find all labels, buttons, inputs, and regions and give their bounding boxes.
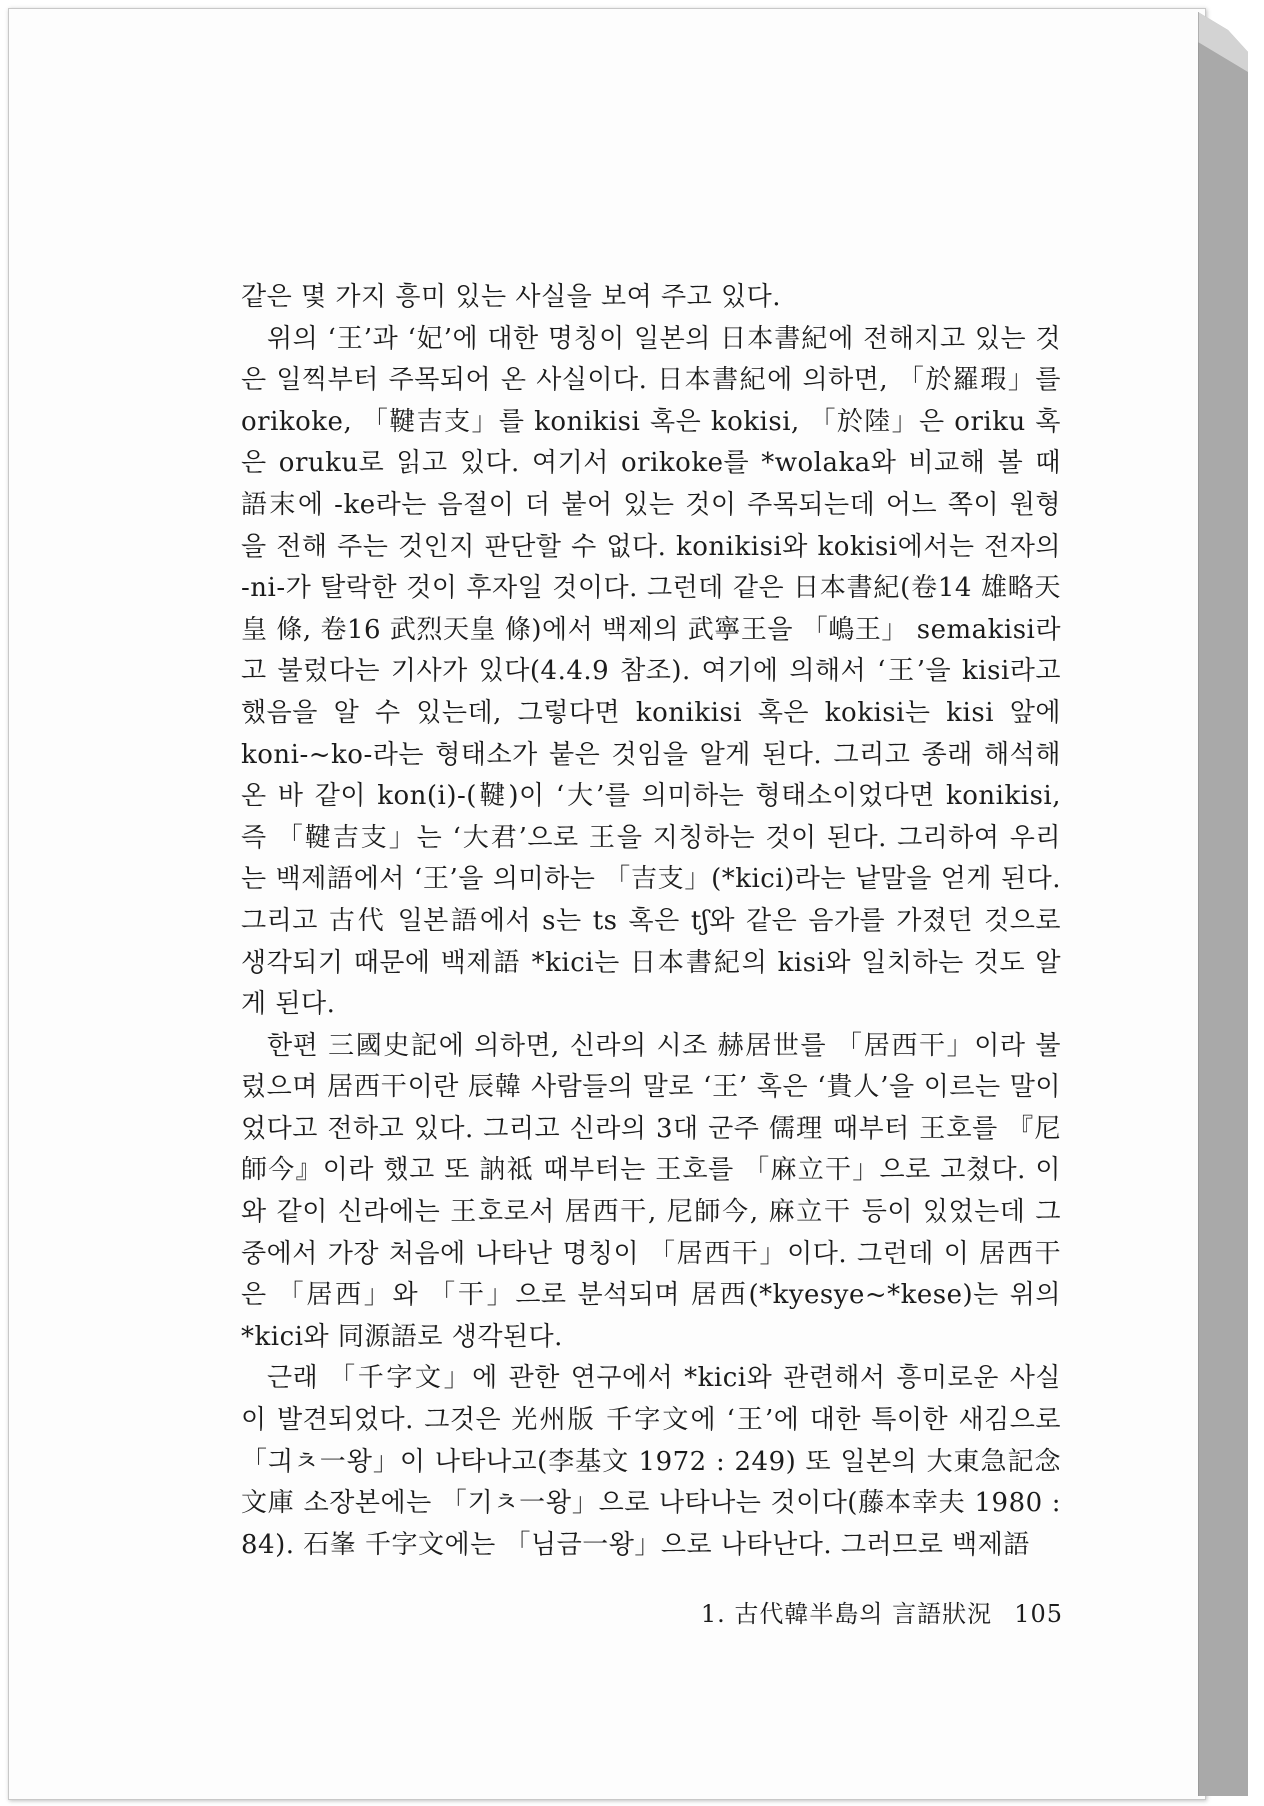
paragraph-1: 같은 몇 가지 흥미 있는 사실을 보여 주고 있다. (241, 282, 781, 312)
paragraph-4: 근래 「千字文」에 관한 연구에서 *kici와 관련해서 흥미로운 사실이 발견되었다. 그것은 光州版 千字文에 ‘王’에 대한 특이한 새김으로 「긔ㅊ一왕」이 나타나고(李基文 1972 : 249) 또 일본의 大東急記念文庫 소장본에는 「기ㅊ一왕」으로 나타나는 것이다(藤本幸夫 1980 : 84). 石峯 千字文에는 「님금一왕」으로 나타난다. 그러므로 백제語 (241, 1363, 1061, 1560)
page-footer (693, 1594, 1063, 1629)
running-head: 1. 古代韓半島의 言語狀況 (700, 1600, 993, 1628)
body-text (241, 277, 1061, 1566)
page-number: 105 (1014, 1600, 1063, 1628)
book-page (8, 8, 1206, 1800)
paragraph-3: 한편 三國史記에 의하면, 신라의 시조 赫居世를 「居西干」이라 불렀으며 居西干이란 辰韓 사람들의 말로 ‘王’ 혹은 ‘貴人’을 이르는 말이었다고 전하고 있다. 그리고 신라의 3대 군주 儒理 때부터 王호를 『尼師今』이라 했고 또 訥祗 때부터는 王호를 「麻立干」으로 고쳤다. 이와 같이 신라에는 王호로서 居西干, 尼師今, 麻立干 등이 있었는데 그 중에서 가장 처음에 나타난 명칭이 「居西干」이다. 그런데 이 居西干은 「居西」와 「干」으로 분석되며 居西(*kyesye~*kese)는 위의 *kici와 同源語로 생각된다. (241, 1030, 1061, 1352)
paragraph-2: 위의 ‘王’과 ‘妃’에 대한 명칭이 일본의 日本書紀에 전해지고 있는 것은 일찍부터 주목되어 온 사실이다. 日本書紀에 의하면, 「於羅瑕」를 orikoke, 「鞬吉支」를 konikisi 혹은 kokisi, 「於陸」은 oriku 혹은 oruku로 읽고 있다. 여기서 orikoke를 *wolaka와 비교해 볼 때 語末에 -ke라는 음절이 더 붙어 있는 것이 주목되는데 어느 쪽이 원형을 전해 주는 것인지 판단할 수 없다. konikisi와 kokisi에서는 전자의 -ni-가 탈락한 것이 후자일 것이다. 그런데 같은 日本書紀(卷14 雄略天皇 條, 卷16 武烈天皇 條)에서 백제의 武寧王을 「嶋王」 semakisi라고 불렀다는 기사가 있다(4.4.9 참조). 여기에 의해서 ‘王’을 kisi라고 했음을 알 수 있는데, 그렇다면 konikisi 혹은 kokisi는 kisi 앞에 koni-~ko-라는 형태소가 붙은 것임을 알게 된다. 그리고 종래 해석해 온 바 같이 kon(i)-(鞬)이 ‘大’를 의미하는 형태소이었다면 konikisi, 즉 「鞬吉支」는 ‘大君’으로 王을 지칭하는 것이 된다. 그리하여 우리는 백제語에서 ‘王’을 의미하는 「吉支」(*kici)라는 낱말을 얻게 된다. 그리고 古代 일본語에서 s는 ts 혹은 tʃ와 같은 음가를 가졌던 것으로 생각되기 때문에 백제語 *kici는 日本書紀의 kisi와 일치하는 것도 알게 된다. (241, 323, 1061, 1020)
page-edge-bevel (1198, 12, 1250, 1796)
